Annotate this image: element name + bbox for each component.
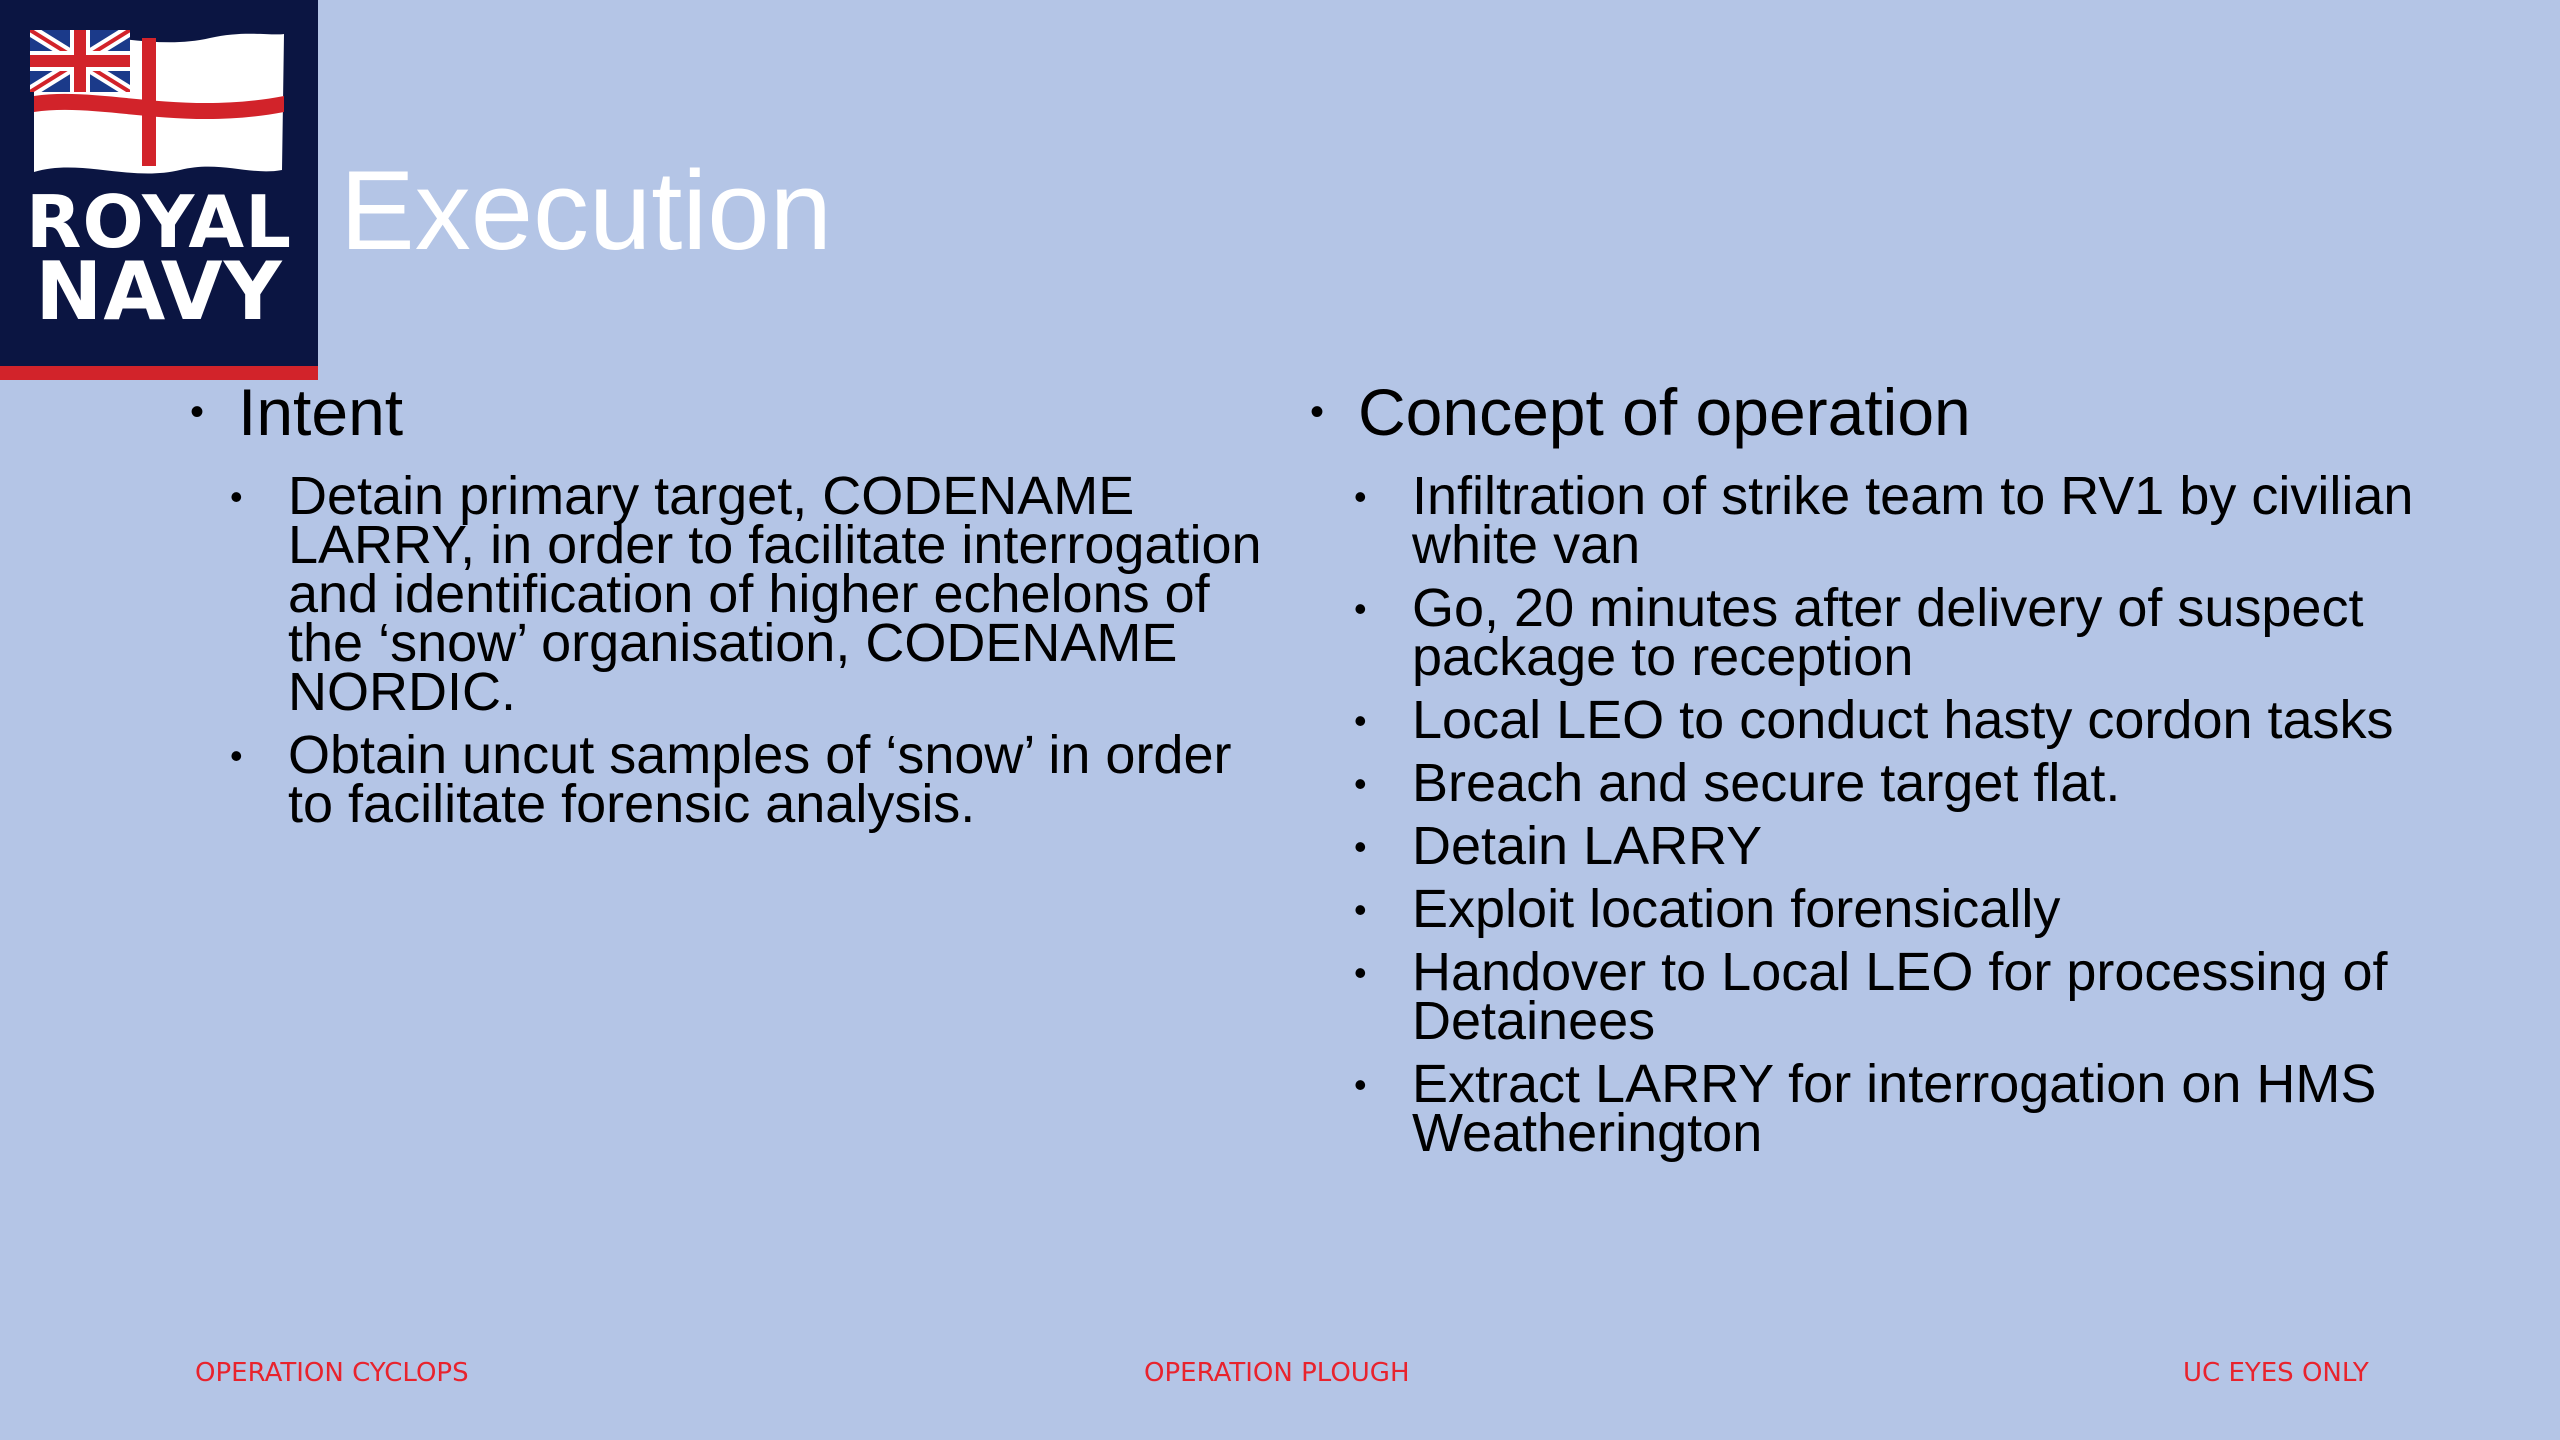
list-item-text: Exploit location forensically [1412, 879, 2061, 939]
list-item [1354, 1054, 2440, 1163]
concept-heading-text: Concept of operation [1358, 375, 1971, 449]
footer-right-label: UC EYES ONLY [2183, 1358, 2369, 1388]
concept-column [1310, 372, 2440, 1172]
bullet-icon: • [230, 735, 243, 776]
bullet-icon: • [1354, 476, 1367, 517]
bullet-icon: • [1354, 952, 1367, 993]
bullet-icon: • [230, 476, 243, 517]
list-item-text: Go, 20 minutes after delivery of suspect package to reception [1412, 578, 2364, 687]
footer-center-label: OPERATION PLOUGH [1144, 1358, 1410, 1388]
slide-title: Execution [340, 148, 832, 273]
logo-text-navy: NAVY [35, 245, 283, 338]
bullet-icon: • [1354, 826, 1367, 867]
concept-heading [1310, 372, 2440, 462]
list-item-text: Handover to Local LEO for processing of Detainees [1412, 942, 2388, 1051]
list-item [1354, 879, 2440, 939]
list-item [1354, 690, 2440, 750]
intent-heading-text: Intent [238, 375, 404, 449]
bullet-icon: • [190, 390, 205, 434]
bullet-icon: • [1354, 889, 1367, 930]
list-item-text: Breach and secure target flat. [1412, 753, 2121, 813]
concept-list [1354, 466, 2440, 1163]
list-item [1354, 942, 2440, 1051]
white-ensign-flag-icon [30, 30, 288, 178]
list-item [230, 466, 1280, 722]
intent-column [190, 372, 1280, 843]
royal-navy-logo [0, 0, 318, 380]
list-item-text: Obtain uncut samples of ‘snow’ in order to facilitate forensic analysis. [288, 725, 1232, 834]
bullet-icon: • [1354, 588, 1367, 629]
list-item [1354, 816, 2440, 876]
list-item [1354, 753, 2440, 813]
bullet-icon: • [1354, 1064, 1367, 1105]
list-item [1354, 466, 2440, 575]
list-item-text: Extract LARRY for interrogation on HMS Weatherington [1412, 1054, 2377, 1163]
list-item-text: Infiltration of strike team to RV1 by civilian white van [1412, 466, 2414, 575]
list-item [230, 725, 1280, 834]
list-item [1354, 578, 2440, 687]
intent-heading [190, 372, 1280, 462]
intent-list [230, 466, 1280, 834]
bullet-icon: • [1354, 763, 1367, 804]
list-item-text: Detain primary target, CODENAME LARRY, in order to facilitate interrogation and identification of higher echelons of the ‘snow’ organisation, CODENAME NORDIC. [288, 466, 1262, 722]
bullet-icon: • [1354, 700, 1367, 741]
list-item-text: Detain LARRY [1412, 816, 1763, 876]
list-item-text: Local LEO to conduct hasty cordon tasks [1412, 690, 2394, 750]
logo-text-royal: ROYAL [26, 180, 292, 264]
footer-left-label: OPERATION CYCLOPS [195, 1358, 469, 1388]
bullet-icon: • [1310, 390, 1325, 434]
